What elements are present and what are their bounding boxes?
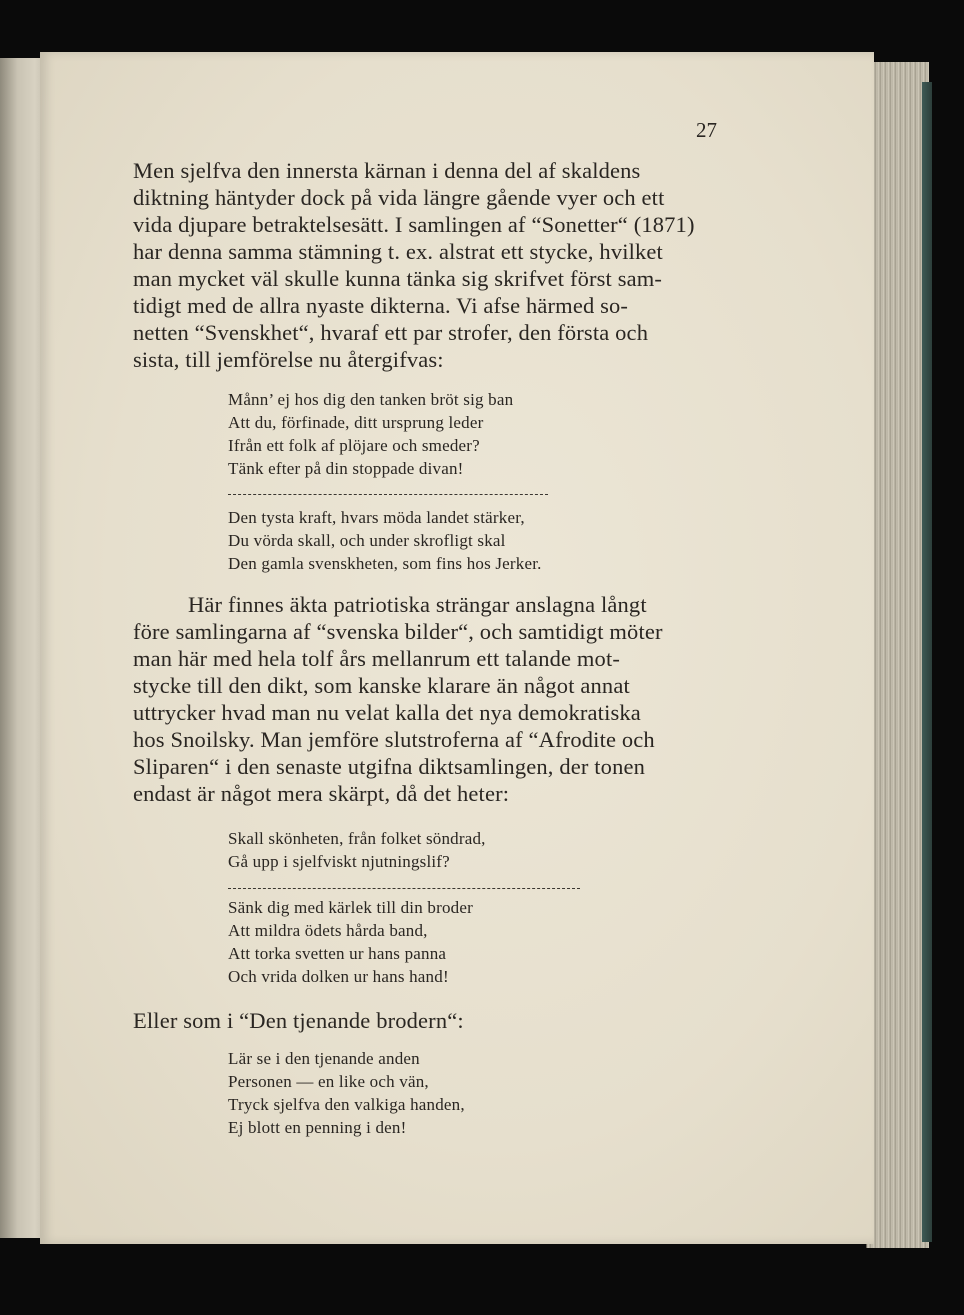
verse-line: Lär se i den tjenande anden [228,1049,420,1068]
verse-line: Den tysta kraft, hvars möda landet stärker, [228,508,525,527]
book-page-edges [866,62,929,1248]
verse-line: Att du, förfinade, ditt ursprung leder [228,413,484,432]
prose-line: diktning häntyder dock på vida längre gående vyer och ett [133,185,665,210]
prose-line: man mycket väl skulle kunna tänka sig skrifvet först sam- [133,266,663,291]
prose-line: sista, till jemförelse nu återgifvas: [133,347,444,372]
book-page [40,52,874,1244]
verse-line: Gå upp i sjelfviskt njutningslif? [228,852,450,871]
verse-line: Skall skönheten, från folket söndrad, [228,829,486,848]
verse-line: Den gamla svenskheten, som fins hos Jerker. [228,554,542,573]
prose-line: netten “Svenskhet“, hvaraf ett par strofer, den första och [133,320,649,345]
prose-line: uttrycker hvad man nu velat kalla det nya demokratiska [133,700,641,725]
verse-line: Att torka svetten ur hans panna [228,944,447,963]
prose-line: Men sjelfva den innersta kärnan i denna del af skaldens [133,158,641,183]
verse-line: Sänk dig med kärlek till din broder [228,898,473,917]
verse-line: Att mildra ödets hårda band, [228,921,428,940]
verse-omission-rule [228,494,548,495]
prose-line: Eller som i “Den tjenande brodern“: [133,1008,464,1033]
prose-line: Sliparen“ i den senaste utgifna diktsamlingen, der tonen [133,754,646,779]
prose-line: har denna samma stämning t. ex. alstrat ett stycke, hvilket [133,239,663,264]
verse-line: Personen — en like och vän, [228,1072,429,1091]
prose-line: före samlingarna af “svenska bilder“, och samtidigt möter [133,619,663,644]
verse-line: Månn’ ej hos dig den tanken bröt sig ban [228,390,514,409]
verse-line: Tänk efter på din stoppade divan! [228,459,464,478]
verse-line: Ifrån ett folk af plöjare och smeder? [228,436,480,455]
verse-line: Ej blott en penning i den! [228,1118,407,1137]
prose-line: man här med hela tolf års mellanrum ett talande mot- [133,646,621,671]
book-cover-edge [922,82,932,1242]
prose-line: tidigt med de allra nyaste dikterna. Vi afse härmed so- [133,293,629,318]
prose-line: stycke till den dikt, som kanske klarare än något annat [133,673,630,698]
page-number: 27 [696,118,717,142]
prose-line: vida djupare betraktelsesätt. I samlingen af “Sonetter“ (1871) [133,212,695,237]
prose-line: endast är något mera skärpt, då det heter: [133,781,510,806]
prose-line: hos Snoilsky. Man jemföre slutstroferna af “Afrodite och [133,727,655,752]
prose-line: Här finnes äkta patriotiska strängar anslagna långt [188,592,647,617]
verse-line: Tryck sjelfva den valkiga handen, [228,1095,465,1114]
verse-line: Du vörda skall, och under skrofligt skal [228,531,506,550]
verse-omission-rule [228,888,580,889]
verse-line: Och vrida dolken ur hans hand! [228,967,449,986]
